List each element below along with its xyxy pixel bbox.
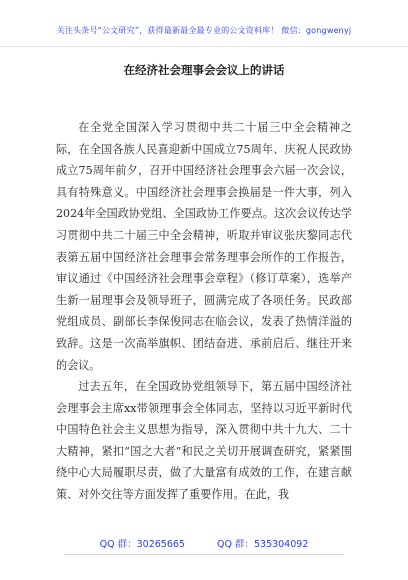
footer-divider xyxy=(64,554,344,555)
footer-qq-group-1: QQ 群：30265665 xyxy=(99,539,185,550)
banner-text: 关注头条号“公文研究”，获得最新最全最专业的公文资料库！ 微信：gongwenyj xyxy=(56,26,352,35)
body-paragraph-1: 在全党全国深入学习贯彻中共二十届三中全会精神之际，在全国各族人民喜迎新中国成立75周年、庆祝人民政协成立75周年前夕，召开中国经济社会理事会六届一次会议，具有特殊意义。中国经济社会理事会换届是一件大事，列入2024年全国政协党组、全国政协工作要点。这次会议传达学习贯彻中共二十届三中全会精神，听取并审议张庆黎同志代表第五届中国经济社会理事会常务理事会所作的工作报告，审议通过《中国经济社会理事会章程》（修订草案），选举产生新一届理事会及领导班子，圆满完成了各项任务。民政部党组成员、副部长李保俊同志在临会议，发表了热情洋溢的致辞。这是一次高举旗帜、团结奋进、承前启后、继往开来的会议。 xyxy=(56,121,352,372)
header-banner xyxy=(0,0,408,47)
footer-contacts xyxy=(0,536,408,556)
footer-qq-group-2: QQ 群：535304092 xyxy=(216,539,309,550)
body-paragraph-2: 过去五年，在全国政协党组领导下，第五届中国经济社会理事会主席xx带领理事会全体同志，坚持以习近平新时代中国特色社会主义思想为指导，深入贯彻中共十九大、二十大精神，紧扣“国之大者”和民之关切开展调查研究，紧紧围绕中心大局履职尽责，做了大量富有成效的工作，在建言献策、对外交往等方面发挥了重要作用。在此，我 xyxy=(56,380,352,501)
document-title: 在经济社会理事会会议上的讲话 xyxy=(123,63,285,77)
